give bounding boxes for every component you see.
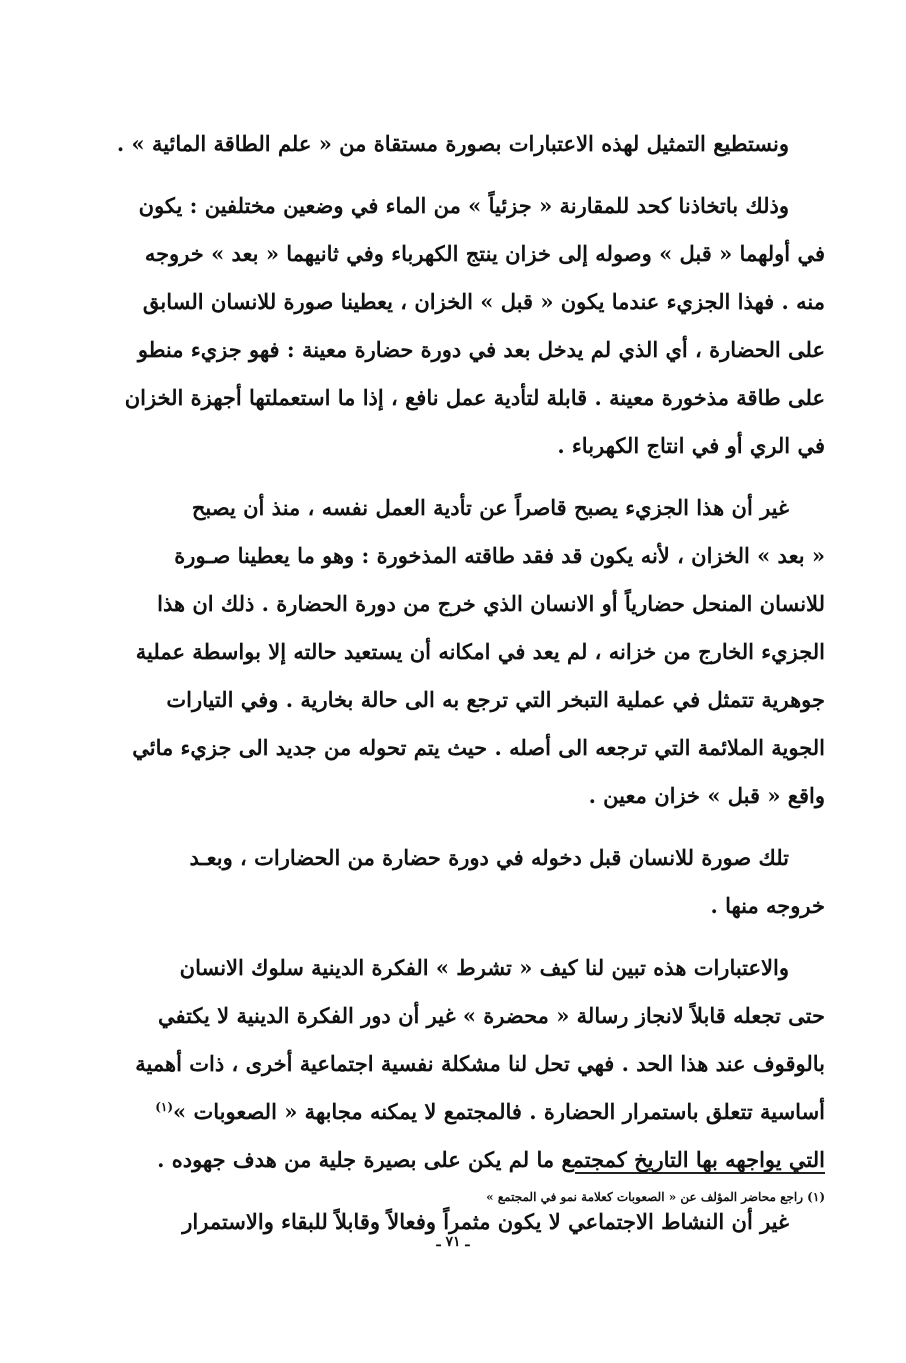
page-number: ـ ٧١ ـ: [436, 1234, 470, 1250]
paragraph: [105, 484, 825, 820]
paragraph: [105, 182, 825, 470]
footnote-marker: (١): [155, 1100, 174, 1114]
text-line: ونستطيع التمثيل لهذه الاعتبارات بصورة مستقاة من « علم الطاقة المائية » .: [116, 131, 789, 156]
text-line: غير أن النشاط الاجتماعي لا يكون مثمراً وفعالاً وقابلاً للبقاء والاستمرار: [182, 1209, 789, 1234]
text-line: على طاقة مذخورة معينة . قابلة لتأدية عمل نافع ، إذا ما استعملتها أجهزة الخزان: [124, 385, 825, 410]
text-line: بالوقوف عند هذا الحد . فهي تحل لنا مشكلة نفسية اجتماعية أخرى ، ذات أهمية: [135, 1051, 825, 1076]
text-line: الجزيء الخارج من خزانه ، لم يعد في امكانه أن يستعيد حالته إلا بواسطة عملية: [135, 639, 825, 664]
text-line: في أولهما « قبل » وصوله إلى خزان ينتج الكهرباء وفي ثانيهما « بعد » خروجه: [144, 241, 825, 266]
footnote-separator: [575, 1172, 825, 1174]
text-line: حتى تجعله قابلاً لانجاز رسالة « محضرة » غير أن دور الفكرة الدينية لا يكتفي: [157, 1003, 825, 1028]
text-line: والاعتبارات هذه تبين لنا كيف « تشرط » الفكرة الدينية سلوك الانسان: [179, 955, 789, 980]
text-line: « بعد » الخزان ، لأنه يكون قد فقد طاقته المذخورة : وهو ما يعطينا صـورة: [174, 543, 825, 568]
text-line: خروجه منها .: [710, 893, 825, 918]
text-line: للانسان المنحل حضارياً أو الانسان الذي خرج من دورة الحضارة . ذلك ان هذا: [157, 591, 825, 616]
text-line: وذلك باتخاذنا كحد للمقارنة « جزئياً » من الماء في وضعين مختلفين : يكون: [138, 193, 789, 218]
body-text: [105, 120, 825, 1246]
paragraph: [105, 944, 825, 1184]
text-line: التي يواجهه بها التاريخ كمجتمع ما لم يكن على بصيرة جلية من هدف جهوده .: [157, 1147, 825, 1172]
text-line-with-footnote: [105, 1088, 825, 1136]
text-line: منه . فهذا الجزيء عندما يكون « قبل » الخزان ، يعطينا صورة للانسان السابق: [142, 289, 825, 314]
paragraph: [105, 834, 825, 930]
text-line: واقع « قبل » خزان معين .: [588, 783, 825, 808]
text-line-content: أساسية تتعلق باستمرار الحضارة . فالمجتمع لا يمكنه مجابهة « الصعوبات »: [173, 1099, 825, 1124]
text-line: على الحضارة ، أي الذي لم يدخل بعد في دورة حضارة معينة : فهو جزيء منطو: [137, 337, 825, 362]
text-line: تلك صورة للانسان قبل دخوله في دورة حضارة من الحضارات ، وبعـد: [189, 845, 789, 870]
text-line: الجوية الملائمة التي ترجعه الى أصله . حيث يتم تحوله من جديد الى جزيء مائي: [132, 735, 825, 760]
text-line: في الري أو في انتاج الكهرباء .: [557, 433, 825, 458]
text-line: جوهرية تتمثل في عملية التبخر التي ترجع به الى حالة بخارية . وفي التيارات: [166, 687, 825, 712]
footnote: (١) راجع محاضر المؤلف عن « الصعوبات كعلامة نمو في المجتمع »: [486, 1190, 825, 1204]
text-line: غير أن هذا الجزيء يصبح قاصراً عن تأدية العمل نفسه ، منذ أن يصبح: [191, 495, 789, 520]
paragraph: [105, 120, 825, 168]
